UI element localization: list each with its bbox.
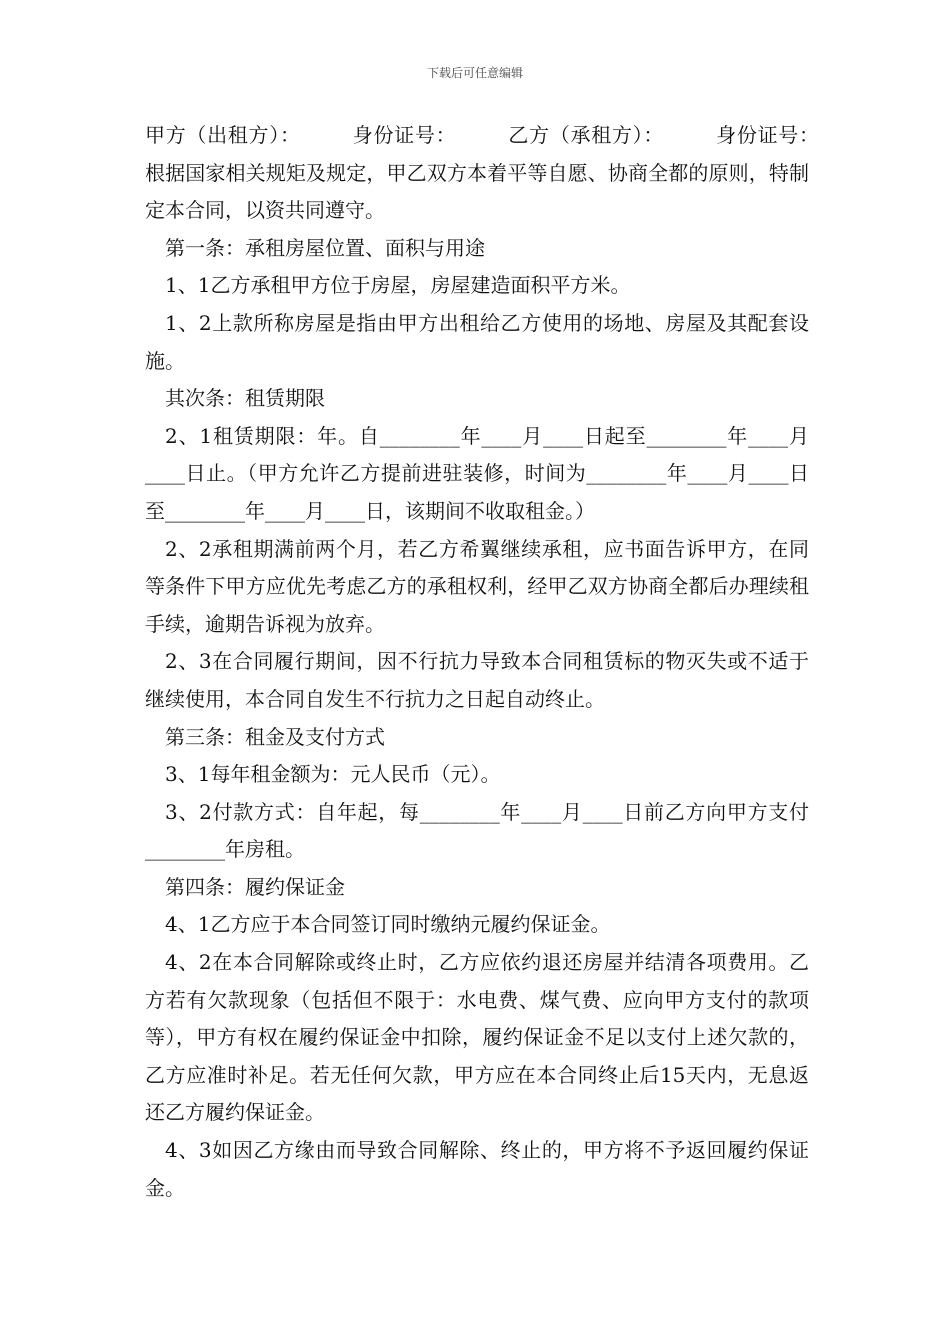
contract-body bbox=[145, 117, 869, 1207]
clause-paragraph: 3、2付款方式：自年起，每________年____月____日前乙方向甲方支付________年房租。 bbox=[145, 799, 809, 862]
clause-paragraph: 2、2承租期满前两个月，若乙方希翼继续承租，应书面告诉甲方，在同等条件下甲方应优先考虑乙方的承租权利，经甲乙双方协商全都后办理续租手续，逾期告诉视为放弃。 bbox=[145, 536, 809, 636]
intro-paragraph: 甲方（出租方）： 身份证号： 乙方（承租方）： 身份证号： 根据国家相关规矩及规定，甲乙双方本着平等自愿、协商全都的原则，特制定本合同，以资共同遵守。 bbox=[145, 123, 869, 223]
clause-paragraph: 4、1乙方应于本合同签订同时缴纳元履约保证金。 bbox=[165, 912, 611, 937]
clause-paragraph: 2、1租赁期限：年。自________年____月____日起至________年____月____日止。（甲方允许乙方提前进驻装修，时间为________年____月____日至________年____月____日，该期间不收取租金。） bbox=[145, 423, 809, 523]
clause-paragraph: 3、1每年租金额为：元人民币（元）。 bbox=[165, 762, 501, 787]
page-header: 下载后可任意编辑 bbox=[426, 66, 523, 80]
clause-paragraph: 2、3在合同履行期间，因不行抗力导致本合同租赁标的物灭失或不适于继续使用，本合同自发生不行抗力之日起自动终止。 bbox=[145, 649, 809, 711]
article-heading: 第三条：租金及支付方式 bbox=[165, 724, 385, 749]
article-heading: 第四条：履约保证金 bbox=[165, 874, 345, 899]
article-heading: 其次条：租赁期限 bbox=[165, 386, 325, 411]
article-heading: 第一条：承租房屋位置、面积与用途 bbox=[165, 235, 485, 260]
clause-paragraph: 4、2在本合同解除或终止时，乙方应依约退还房屋并结清各项费用。乙方若有欠款现象（包括但不限于：水电费、煤气费、应向甲方支付的款项等），甲方有权在履约保证金中扣除，履约保证金不足以支付上述欠款的，乙方应准时补足。若无任何欠款，甲方应在本合同终止后15天内，无息返还乙方履约保证金。 bbox=[145, 950, 809, 1125]
clause-paragraph: 1、1乙方承租甲方位于房屋，房屋建造面积平方米。 bbox=[165, 273, 631, 298]
clause-paragraph: 1、2上款所称房屋是指由甲方出租给乙方使用的场地、房屋及其配套设施。 bbox=[145, 310, 809, 373]
clause-paragraph: 4、3如因乙方缘由而导致合同解除、终止的，甲方将不予返回履约保证金。 bbox=[145, 1138, 809, 1200]
